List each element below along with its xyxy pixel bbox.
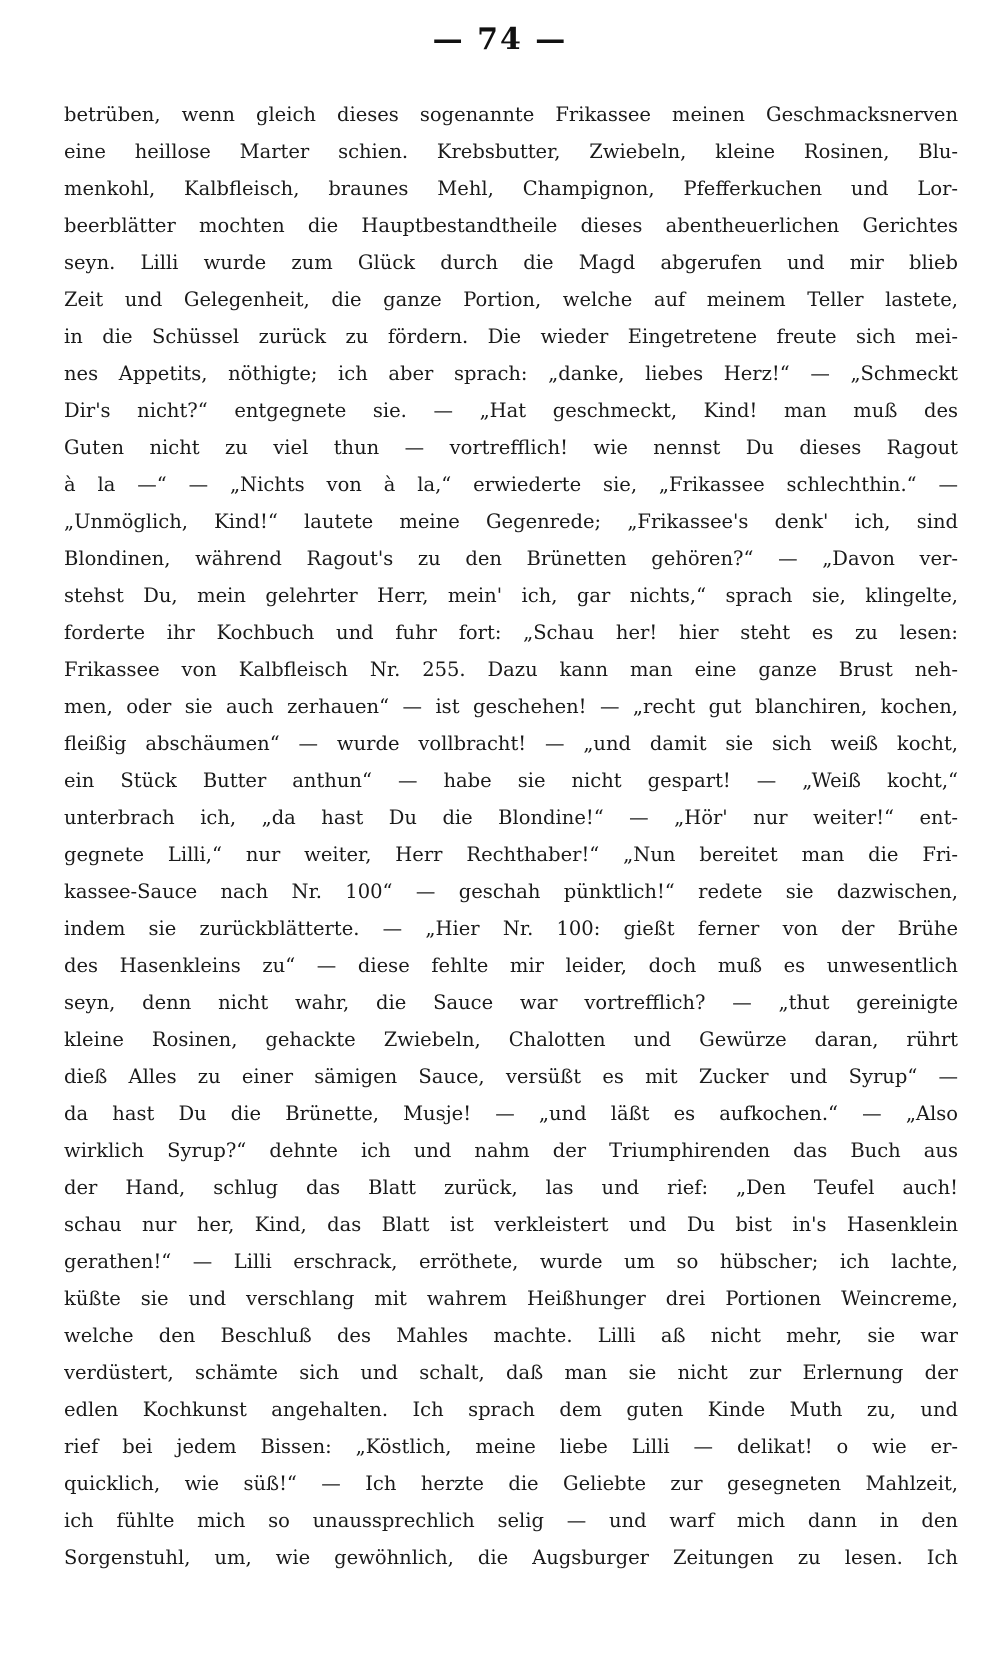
text-line: beerblätter mochten die Hauptbestandtheile dieses abentheuerlichen Gerichtes [64,214,958,237]
text-line: à la —“ — „Nichts von à la,“ erwiederte sie, „Frikassee schlechthin.“ — [64,473,958,496]
text-line: edlen Kochkunst angehalten. Ich sprach dem guten Kinde Muth zu, und [64,1398,958,1421]
text-line: gerathen!“ — Lilli erschrack, erröthete, wurde um so hübscher; ich lachte, [64,1250,958,1273]
text-line: indem sie zurückblätterte. — „Hier Nr. 100: gießt ferner von der Brühe [64,917,958,940]
text-line: rief bei jedem Bissen: „Köstlich, meine liebe Lilli — delikat! o wie er- [64,1435,958,1458]
text-line: ein Stück Butter anthun“ — habe sie nicht gespart! — „Weiß kocht,“ [64,769,958,792]
text-line: Guten nicht zu viel thun — vortrefflich! wie nennst Du dieses Ragout [64,436,958,459]
text-line: betrüben, wenn gleich dieses sogenannte Frikassee meinen Geschmacksnerven [64,103,958,126]
text-line: küßte sie und verschlang mit wahrem Heißhunger drei Portionen Weincreme, [64,1287,958,1310]
text-line: der Hand, schlug das Blatt zurück, las und rief: „Den Teufel auch! [64,1176,958,1199]
text-line: seyn, denn nicht wahr, die Sauce war vortrefflich? — „thut gereinigte [64,991,958,1014]
text-line: nes Appetits, nöthigte; ich aber sprach: „danke, liebes Herz!“ — „Schmeckt [64,362,958,385]
page-number: — 74 — [432,22,568,57]
text-line: wirklich Syrup?“ dehnte ich und nahm der Triumphirenden das Buch aus [64,1139,958,1162]
text-line: menkohl, Kalbfleisch, braunes Mehl, Champignon, Pfefferkuchen und Lor- [64,177,958,200]
text-line: men, oder sie auch zerhauen“ — ist geschehen! — „recht gut blanchiren, kochen, [64,695,958,718]
text-line: Dir's nicht?“ entgegnete sie. — „Hat geschmeckt, Kind! man muß des [64,399,958,422]
text-line: stehst Du, mein gelehrter Herr, mein' ich, gar nichts,“ sprach sie, klingelte, [64,584,958,607]
text-line: „Unmöglich, Kind!“ lautete meine Gegenrede; „Frikassee's denk' ich, sind [64,510,958,533]
text-line: gegnete Lilli,“ nur weiter, Herr Rechthaber!“ „Nun bereitet man die Fri- [64,843,958,866]
text-line: Frikassee von Kalbfleisch Nr. 255. Dazu kann man eine ganze Brust neh- [64,658,958,681]
text-line: Sorgenstuhl, um, wie gewöhnlich, die Augsburger Zeitungen zu lesen. Ich [64,1546,958,1569]
text-line: kleine Rosinen, gehackte Zwiebeln, Chalotten und Gewürze daran, rührt [64,1028,958,1051]
text-line: schau nur her, Kind, das Blatt ist verkleistert und Du bist in's Hasenklein [64,1213,958,1236]
text-line: welche den Beschluß des Mahles machte. Lilli aß nicht mehr, sie war [64,1324,958,1347]
text-line: seyn. Lilli wurde zum Glück durch die Magd abgerufen und mir blieb [64,251,958,274]
text-line: in die Schüssel zurück zu fördern. Die wieder Eingetretene freute sich mei- [64,325,958,348]
text-line: fleißig abschäumen“ — wurde vollbracht! — „und damit sie sich weiß kocht, [64,732,958,755]
text-line: dieß Alles zu einer sämigen Sauce, versüßt es mit Zucker und Syrup“ — [64,1065,958,1088]
text-line: forderte ihr Kochbuch und fuhr fort: „Schau her! hier steht es zu lesen: [64,621,958,644]
text-line: Zeit und Gelegenheit, die ganze Portion, welche auf meinem Teller lastete, [64,288,958,311]
text-line: ich fühlte mich so unaussprechlich selig — und warf mich dann in den [64,1509,958,1532]
text-line: verdüstert, schämte sich und schalt, daß man sie nicht zur Erlernung der [64,1361,958,1384]
text-line: des Hasenkleins zu“ — diese fehlte mir leider, doch muß es unwesentlich [64,954,958,977]
text-line: eine heillose Marter schien. Krebsbutter, Zwiebeln, kleine Rosinen, Blu- [64,140,958,163]
text-line: Blondinen, während Ragout's zu den Brünetten gehören?“ — „Davon ver- [64,547,958,570]
text-line: kassee-Sauce nach Nr. 100“ — geschah pünktlich!“ redete sie dazwischen, [64,880,958,903]
body-text [64,96,958,1576]
text-line: unterbrach ich, „da hast Du die Blondine!“ — „Hör' nur weiter!“ ent- [64,806,958,829]
text-line: quicklich, wie süß!“ — Ich herzte die Geliebte zur gesegneten Mahlzeit, [64,1472,958,1495]
text-line: da hast Du die Brünette, Musje! — „und läßt es aufkochen.“ — „Also [64,1102,958,1125]
